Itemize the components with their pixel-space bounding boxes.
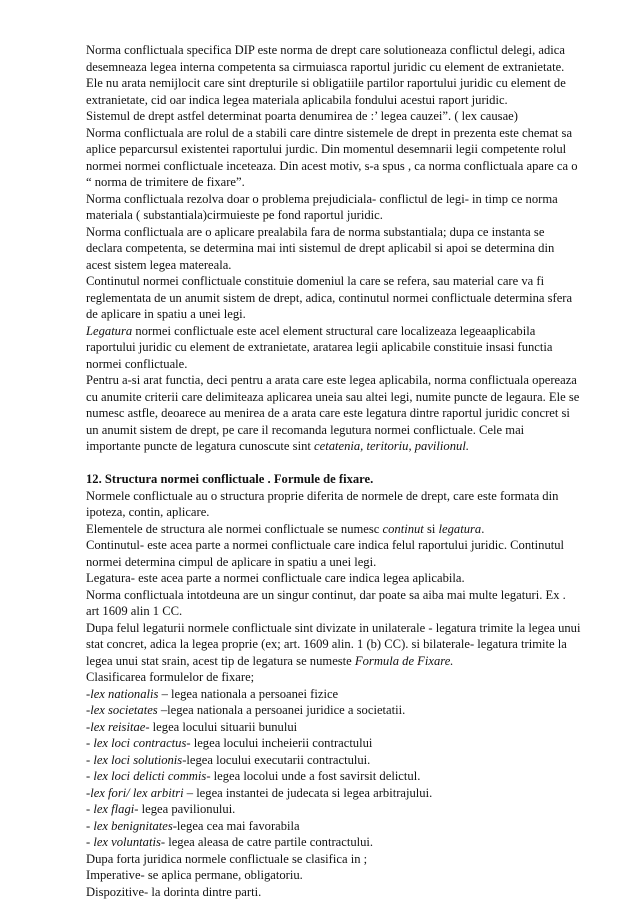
- paragraph-block-b: [86, 339, 598, 438]
- formula-desc: - legea locului situarii bunului: [145, 719, 298, 734]
- text-line: acest sistem legea matereala.: [86, 257, 232, 272]
- formula-dash: -: [86, 719, 91, 734]
- paragraph-block-c: [86, 488, 598, 521]
- text-line: declara competenta, se determina mai inti sistemul de drept aplicabil si apoi se determina din: [86, 241, 555, 255]
- formula-term: lex benignitates: [93, 818, 173, 833]
- formula-line: [86, 653, 598, 670]
- text-line: stat concret, adica la legea proprie (ex; art. 1609 alin. 1 (b) CC). si bilaterale- legatura trimite la: [86, 637, 567, 651]
- formula-text: legea unui stat srain, acest tip de legatura se numeste: [86, 653, 355, 668]
- spacer: [86, 455, 598, 472]
- text-line: cu anumite criterii care delimiteaza aplicarea uneia sau altei legi, numite puncte de legaura. Ele se: [86, 389, 580, 404]
- legatura-text: normei conflictuale este acel element structural care localizeaza legeaaplicabila: [132, 323, 536, 338]
- text-line: Sistemul de drept astfel determinat poarta denumirea de :’ legea cauzei”. ( lex causae): [86, 109, 518, 123]
- section-heading: 12. Structura normei conflictuale . Formule de fixare.: [86, 472, 374, 486]
- formula-dash: -: [86, 835, 94, 849]
- text-line: normei determina cimpul de aplicare in spatiu a unei legi.: [86, 554, 377, 569]
- text-line: aplice peparcursul existentei raportului jurdic. Din momentul desemnarii legii competente rolul: [86, 142, 567, 156]
- formula-term: lex loci delicti commis: [93, 769, 207, 783]
- formula-dash: -: [86, 686, 91, 701]
- text-line: ipoteza, contin, aplicare.: [86, 505, 210, 519]
- formula-dash: -: [86, 752, 94, 767]
- formula-desc: –legea nationala a persoanei juridice a societatii.: [157, 703, 406, 717]
- formula-term: lex reisitae: [90, 719, 146, 734]
- elements-conj: si: [423, 521, 439, 536]
- legatura-term: Legatura: [86, 323, 133, 338]
- text-line: raportului juridic cu element de extranietate, aratarea legii aplicabile constituie insasi functia: [86, 340, 553, 354]
- important-text: importante puncte de legatura cunoscute sint: [86, 439, 315, 453]
- formula-item: [86, 686, 598, 703]
- formula-item: [86, 768, 598, 785]
- formula-desc: -legea cea mai favorabila: [172, 818, 300, 833]
- text-line: reglementata de un anumit sistem de drept, adica, continutul normei conflictuale determina sfera: [86, 290, 573, 305]
- text-line: normei conflictuale.: [86, 356, 188, 371]
- paragraph-block-d: [86, 537, 598, 653]
- formula-item: [86, 785, 598, 802]
- formula-term: lex societates: [90, 703, 158, 717]
- text-line: un anumit sistem de drept, pe care il recomanda legutura normei conflictuale. Cele mai: [86, 422, 525, 437]
- text-line: materiala ( substantiala)cirmuieste pe fond raportul juridic.: [86, 208, 383, 222]
- elements-text: Elementele de structura ale normei conflictuale se numesc: [86, 521, 383, 536]
- text-line: Norma conflictuala specifica DIP este norma de drept care solutioneaza conflictul delegi, adica: [86, 43, 565, 57]
- elements-line: [86, 521, 598, 538]
- formula-item: [86, 702, 598, 719]
- formula-term: lex nationalis: [90, 686, 159, 701]
- classification-title: Clasificarea formulelor de fixare;: [86, 670, 255, 684]
- formula-desc: -legea locului executarii contractului.: [182, 752, 371, 767]
- text-line: art 1609 alin 1 CC.: [86, 604, 183, 618]
- formula-item: [86, 801, 598, 818]
- important-terms: cetatenia, teritoriu, pavilionul.: [314, 439, 469, 453]
- text-line: Normele conflictuale au o structura proprie diferita de normele de drept, care este formata din: [86, 488, 559, 503]
- formula-term: lex loci solutionis: [93, 752, 183, 767]
- text-line: numesc astfle, deoarece au menirea de a arata care este legatura dintre raportul juridic concret si: [86, 406, 570, 420]
- text-line: Continutul- este acea parte a normei conflictuale care indica felul raportului juridic. Continutul: [86, 538, 565, 552]
- formula-term: lex voluntatis: [93, 835, 161, 849]
- formula-list: [86, 686, 598, 851]
- formula-item: [86, 719, 598, 736]
- important-line: [86, 438, 598, 455]
- text-line: Pentru a-si arat functia, deci pentru a arata care este legea aplicabila, norma conflictuala opereaza: [86, 373, 577, 387]
- formula-item: [86, 834, 598, 851]
- text-line: “ norma de trimitere de fixare”.: [86, 175, 245, 189]
- text-line: Norma conflictuala are o aplicare prealabila fara de norma substantiala; dupa ce instanta se: [86, 224, 545, 239]
- text-line: Dispozitive- la dorinta dintre parti.: [86, 884, 262, 899]
- paragraph-block-a: [86, 42, 598, 323]
- text-line: Norma conflictuala are rolul de a stabili care dintre sistemele de drept in prezenta este chemat sa: [86, 125, 573, 140]
- text-line: Norma conflictuala rezolva doar o problema prejudiciala- conflictul de legi- in timp ce norma: [86, 191, 558, 206]
- formula-term: Formula de Fixare.: [354, 653, 454, 668]
- formula-dash: -: [86, 769, 94, 783]
- formula-item: [86, 818, 598, 835]
- text-line: extranietate, cid oar indica legea materiala aplicabila fondului acestui raport juridic.: [86, 92, 508, 107]
- formula-desc: - legea aleasa de catre partile contractului.: [160, 835, 374, 849]
- text-line: Legatura- este acea parte a normei conflictuale care indica legea aplicabila.: [86, 571, 465, 585]
- formula-term: lex flagi: [93, 802, 135, 816]
- formula-dash: -: [86, 802, 94, 816]
- text-line: Imperative- se aplica permane, obligatoriu.: [86, 868, 303, 882]
- text-line: de aplicare in spatiu a unei legi.: [86, 307, 246, 321]
- elements-term-legatura: legatura: [438, 521, 482, 536]
- formula-desc: – legea instantei de judecata si legea arbitrajului.: [183, 785, 433, 800]
- formula-item: [86, 735, 598, 752]
- formula-desc: - legea locului incheierii contractului: [186, 736, 373, 750]
- formula-term: lex fori/ lex arbitri: [90, 785, 184, 800]
- formula-desc: - legea pavilionului.: [134, 802, 236, 816]
- text-line: Dupa forta juridica normele conflictuale se clasifica in ;: [86, 851, 368, 866]
- formula-dash: -: [86, 703, 91, 717]
- elements-term-continut: continut: [382, 521, 424, 536]
- paragraph-block-e: [86, 851, 598, 901]
- text-line: Dupa felul legaturii normele conflictuale sint divizate in unilaterale - legatura trimite la legea unui: [86, 620, 581, 635]
- legatura-line: [86, 323, 598, 340]
- text-line: Continutul normei conflictuale constituie domeniul la care se refera, sau material care va fi: [86, 274, 545, 288]
- text-line: desemneaza legea interna competenta sa cirmuiasca raportul juridic cu element de extranietate.: [86, 59, 565, 74]
- text-line: Norma conflictuala intotdeuna are un singur continut, dar poate sa aiba mai multe legaturi. Ex .: [86, 587, 566, 602]
- formula-desc: - legea locolui unde a fost savirsit delictul.: [206, 769, 421, 783]
- formula-item: [86, 752, 598, 769]
- formula-dash: -: [86, 736, 94, 750]
- text-line: Ele nu arata nemijlocit care sint drepturile si obligatiile partilor raportului juridic cu element de: [86, 76, 566, 90]
- formula-dash: -: [86, 818, 94, 833]
- formula-term: lex loci contractus: [93, 736, 187, 750]
- elements-end: .: [481, 521, 485, 536]
- formula-dash: -: [86, 785, 91, 800]
- text-line: normei normei conflictuale inceteaza. Din acest motiv, s-a spus , ca norma conflictuala apare ca o: [86, 158, 578, 173]
- formula-desc: – legea nationala a persoanei fizice: [158, 686, 339, 701]
